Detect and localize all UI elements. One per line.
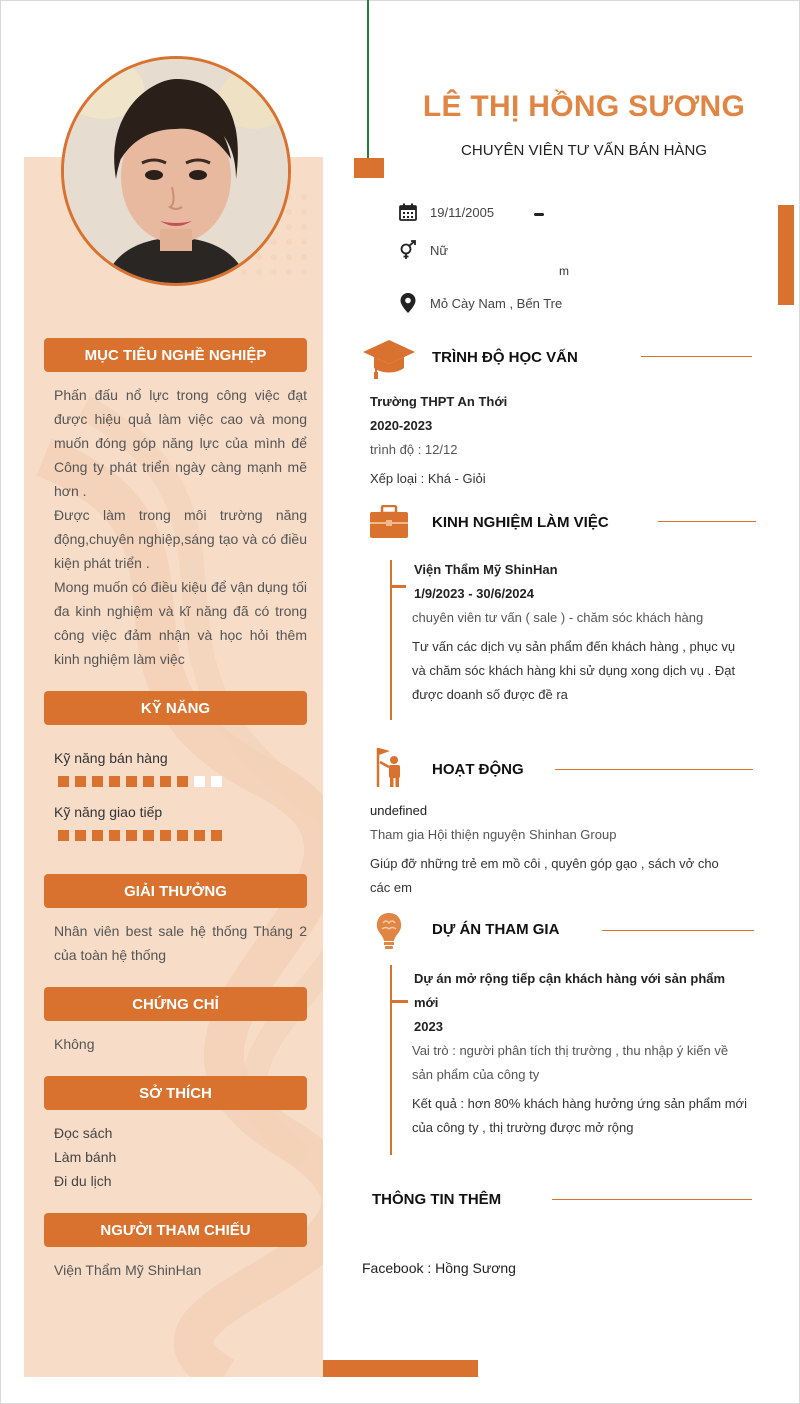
calendar-icon: [398, 203, 418, 221]
school-name: Trường THPT An Thới: [370, 394, 508, 409]
education-title: TRÌNH ĐỘ HỌC VẤN: [432, 349, 578, 366]
right-accent-bar: [778, 205, 794, 305]
experience-timeline-tick: [390, 585, 406, 588]
reference-header: NGƯỜI THAM CHIẾU: [44, 1213, 307, 1247]
objective-text: Phấn đấu nổ lực trong công việc đạt được hiệu quả làm việc cao và mong muốn đóng góp năng lực của mình để Công ty phát triển ngày càng mạnh mẽ hơn . Được làm trong môi trường năng động,chuyên nghiệp,sáng tạo và có điều kiện phát triển . Mong muốn có điều kiệu để vận dụng tối đa kinh nghiệm và kĩ năng đã có trong công việc đảm nhận và học hỏi thêm kinh nghiệm làm việc: [54, 387, 307, 667]
skill-level-square: [177, 776, 188, 787]
hobbies-list: [54, 1121, 116, 1193]
header-accent-block: [354, 158, 384, 178]
school-years: 2020-2023: [370, 418, 433, 433]
skill-level-square: [160, 830, 171, 841]
experience-title: KINH NGHIỆM LÀM VIỆC: [432, 514, 609, 531]
hobby-item: Đi du lịch: [54, 1173, 112, 1189]
facebook-info: Facebook : Hồng Sương: [362, 1260, 516, 1276]
skills-header: KỸ NĂNG: [44, 691, 307, 725]
reference-text: Viện Thẩm Mỹ ShinHan: [54, 1262, 202, 1278]
address-row: [398, 293, 562, 313]
skill-level-square: [92, 830, 103, 841]
skill-level-square: [109, 776, 120, 787]
projects-timeline-tick: [390, 1000, 408, 1003]
activity-name: undefined: [370, 803, 428, 818]
address-text: Mỏ Cày Nam , Bến Tre: [430, 295, 563, 311]
bottom-accent-bar: [323, 1360, 478, 1377]
skill-level-square: [75, 776, 86, 787]
birthday-row: [398, 203, 494, 221]
projects-divider: [602, 930, 754, 931]
activities-title: HOẠT ĐỘNG: [432, 761, 524, 778]
briefcase-icon: [362, 505, 416, 539]
candidate-name: LÊ THỊ HỒNG SƯƠNG: [422, 90, 746, 123]
work-role: chuyên viên tư vấn ( sale ) - chăm sóc khách hàng: [412, 610, 704, 625]
project-role: Vai trò : người phân tích thị trường , thu nhập ý kiến về sản phẩm của công ty: [412, 1043, 729, 1082]
skill-label-sales: Kỹ năng bán hàng: [54, 750, 168, 766]
location-icon: [398, 293, 418, 313]
stray-text: m: [559, 264, 569, 278]
extra-info-title: THÔNG TIN THÊM: [372, 1191, 502, 1208]
certificates-header: CHỨNG CHỈ: [44, 987, 307, 1021]
gender-row: [398, 240, 448, 260]
hobby-item: Làm bánh: [54, 1149, 117, 1165]
certificates-text: Không: [54, 1036, 95, 1052]
skill-level-square: [58, 776, 69, 787]
skill-level-square: [126, 830, 137, 841]
skill-level-square: [211, 776, 222, 787]
skill-level-square: [211, 830, 222, 841]
skill-level-square: [143, 776, 154, 787]
experience-timeline: [390, 560, 392, 720]
lightbulb-brain-icon: [362, 911, 416, 951]
work-description: Tư vấn các dịch vụ sản phẩm đến khách hàng , phục vụ và chăm sóc khách hàng khi sử dụng xong dịch vụ . Đạt được doanh số được đề ra: [412, 639, 736, 702]
skill-level-square: [194, 776, 205, 787]
company-name: Viện Thẩm Mỹ ShinHan: [414, 562, 558, 577]
skill-level-square: [109, 830, 120, 841]
education-level: trình độ : 12/12: [370, 442, 458, 457]
skill-label-communication: Kỹ năng giao tiếp: [54, 804, 163, 820]
graduation-cap-icon: [362, 336, 416, 380]
experience-divider: [658, 521, 756, 522]
objective-header: MỤC TIÊU NGHỀ NGHIỆP: [44, 338, 307, 372]
education-divider: [641, 356, 752, 357]
flag-person-icon: [362, 746, 416, 788]
projects-timeline: [390, 965, 392, 1155]
job-title: CHUYÊN VIÊN TƯ VẤN BÁN HÀNG: [461, 142, 707, 159]
project-name: Dự án mở rộng tiếp cận khách hàng với sản phẩm mới: [414, 971, 726, 1010]
skill-rating-communication: [58, 830, 222, 841]
skill-level-square: [58, 830, 69, 841]
skill-level-square: [177, 830, 188, 841]
hobbies-header: SỞ THÍCH: [44, 1076, 307, 1110]
activities-divider: [555, 769, 753, 770]
skill-level-square: [126, 776, 137, 787]
avatar-illustration: [64, 59, 288, 283]
skill-level-square: [92, 776, 103, 787]
activity-description: Giúp đỡ những trẻ em mồ côi , quyên góp gạo , sách vở cho các em: [370, 856, 719, 895]
header-vertical-line: [367, 0, 369, 160]
skill-level-square: [160, 776, 171, 787]
skill-level-square: [143, 830, 154, 841]
activity-org: Tham gia Hội thiện nguyện Shinhan Group: [370, 827, 617, 842]
project-result: Kết quả : hơn 80% khách hàng hưởng ứng sản phẩm mới của công ty , thị trường được mở rộng: [412, 1096, 747, 1135]
birthday-text: 19/11/2005: [430, 204, 495, 220]
hobby-item: Đọc sách: [54, 1125, 113, 1141]
skill-rating-sales: [58, 776, 222, 787]
skill-level-square: [194, 830, 205, 841]
skill-level-square: [75, 830, 86, 841]
stray-mark: [534, 213, 544, 216]
education-rank: Xếp loại : Khá - Giỏi: [370, 471, 486, 486]
extra-info-divider: [552, 1199, 752, 1200]
gender-text: Nữ: [430, 242, 449, 258]
project-year: 2023: [414, 1019, 443, 1034]
awards-text: Nhân viên best sale hệ thống Tháng 2 của toàn hệ thống: [54, 923, 307, 963]
gender-icon: [398, 240, 418, 260]
awards-header: GIẢI THƯỞNG: [44, 874, 307, 908]
profile-photo: [61, 56, 291, 286]
work-period: 1/9/2023 - 30/6/2024: [414, 586, 534, 601]
projects-title: DỰ ÁN THAM GIA: [432, 921, 560, 938]
